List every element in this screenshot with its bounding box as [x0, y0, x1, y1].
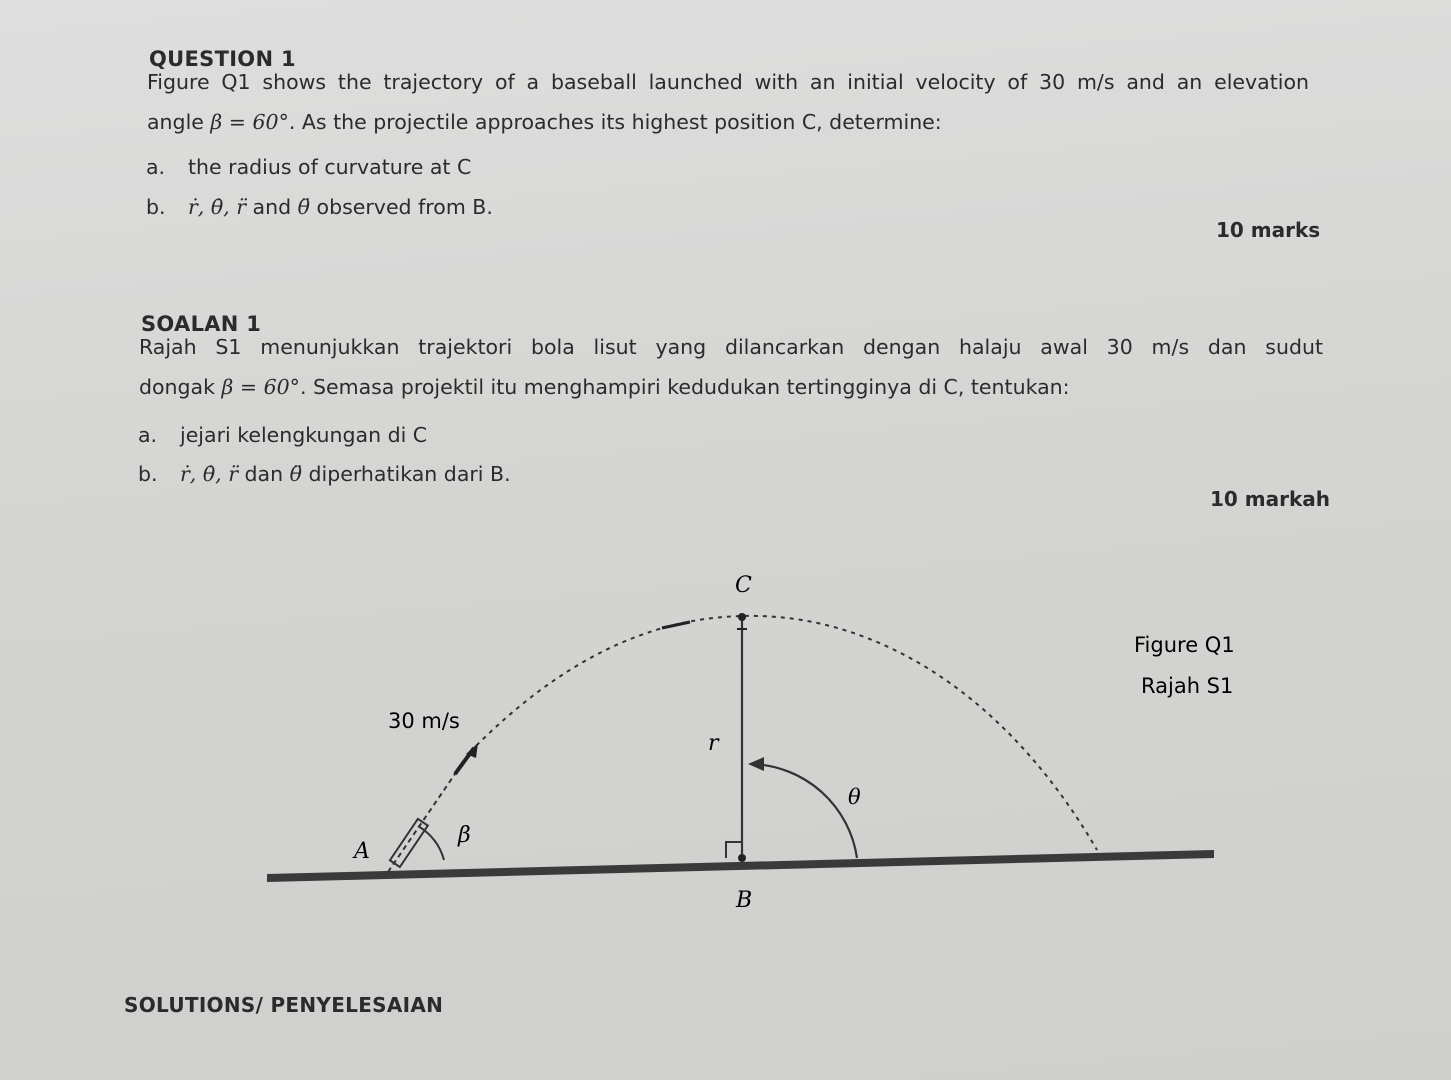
item-b-end: observed from B.	[316, 195, 493, 219]
soalan-line-2-start: dongak	[139, 375, 215, 399]
soalan-marks: 10 markah	[1210, 487, 1331, 511]
point-b-label: B	[736, 888, 753, 913]
trajectory-velocity-marker	[662, 622, 690, 628]
question-line-2-end: . As the projectile approaches its highest position C, determine:	[288, 110, 942, 134]
question-angle-eq: β = 60°	[210, 110, 289, 134]
point-c-marker	[738, 613, 746, 621]
item-b-theta: θ̈	[297, 195, 310, 219]
item-b-symbols: ṙ, θ̇, r̈	[188, 195, 247, 219]
point-a-label: A	[354, 839, 370, 864]
solutions-heading: SOLUTIONS/ PENYELESAIAN	[124, 993, 444, 1017]
soalan-item-a-text: jejari kelengkungan di C	[180, 423, 428, 447]
point-b-marker	[738, 854, 746, 862]
item-b-and: and	[252, 195, 292, 219]
question-marks: 10 marks	[1216, 218, 1321, 242]
soalan-line-1: Rajah S1 menunjukkan trajektori bola lisut yang dilancarkan dengan halaju awal 30 m/s dan sudut	[139, 335, 1323, 359]
soalan-heading: SOALAN 1	[141, 312, 262, 336]
velocity-label: 30 m/s	[388, 709, 460, 733]
item-b-label: b.	[146, 195, 166, 219]
item-a-text: the radius of curvature at C	[188, 155, 472, 179]
soalan-item-b-theta: θ̈	[289, 462, 302, 486]
theta-arc	[752, 764, 857, 858]
item-a-label: a.	[146, 155, 166, 179]
soalan-item-b-dan: dan	[244, 462, 284, 486]
theta-arrow-head	[748, 757, 764, 771]
figure-caption-en: Figure Q1	[1134, 633, 1235, 657]
question-heading: QUESTION 1	[149, 47, 296, 71]
soalan-item-a-label: a.	[138, 423, 158, 447]
soalan-item-b-label: b.	[138, 462, 158, 486]
soalan-item-b-end: diperhatikan dari B.	[308, 462, 511, 486]
soalan-angle-eq: β = 60°	[221, 375, 300, 399]
r-label: r	[708, 731, 719, 756]
trajectory-path	[470, 616, 1097, 850]
soalan-item-b-symbols: ṙ, θ̇, r̈	[180, 462, 239, 486]
soalan-line-2-end: . Semasa projektil itu menghampiri kedudukan tertingginya di C, tentukan:	[299, 375, 1070, 399]
question-line-1: Figure Q1 shows the trajectory of a baseball launched with an initial velocity of 30 m/s and an elevation	[147, 70, 1309, 94]
theta-label: θ	[848, 785, 861, 809]
baseball-bat-marker	[390, 819, 428, 867]
question-line-2-start: angle	[147, 110, 204, 134]
beta-label: β	[458, 823, 471, 848]
beta-angle-arc	[418, 826, 444, 860]
figure-caption-ms: Rajah S1	[1141, 674, 1234, 698]
point-c-label: C	[735, 573, 752, 598]
